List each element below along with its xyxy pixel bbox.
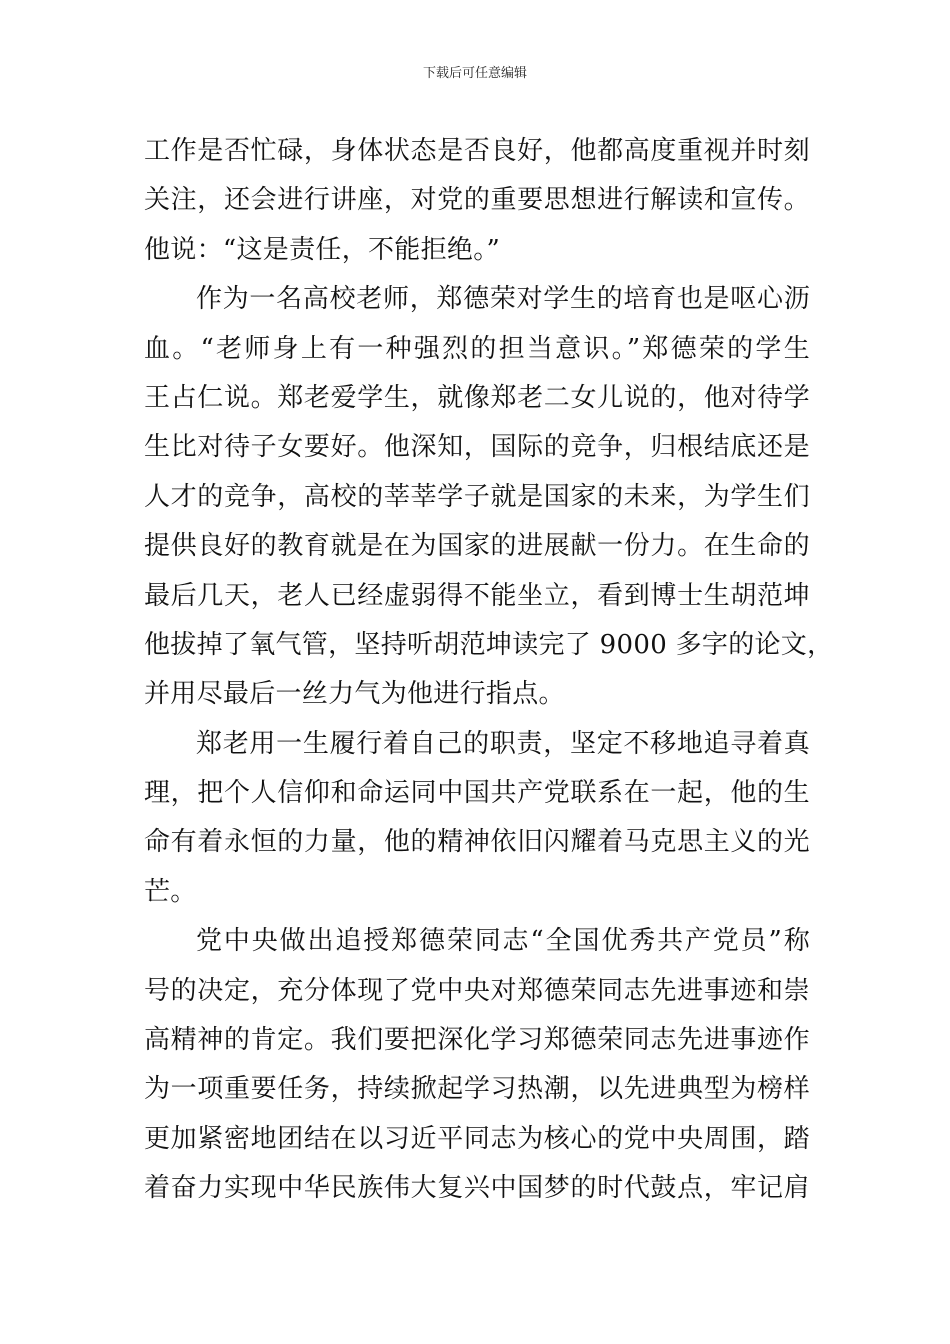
text-line: 人才的竞争，高校的莘莘学子就是国家的未来，为学生们 <box>144 481 810 512</box>
text-line: 最后几天，老人已经虚弱得不能坐立，看到博士生胡范坤 <box>144 580 810 611</box>
text-line: 生比对待子女要好。他深知，国际的竞争，归根结底还是 <box>144 432 810 463</box>
text-line: 更加紧密地团结在以习近平同志为核心的党中央周围，踏 <box>144 1123 810 1154</box>
text-line: 提供良好的教育就是在为国家的进展献一份力。在生命的 <box>144 531 810 562</box>
text-line: 作为一名高校老师，郑德荣对学生的培育也是呕心沥 <box>196 284 810 315</box>
text-line: 关注，还会进行讲座，对党的重要思想进行解读和宣传。 <box>144 185 810 216</box>
text-line: 命有着永恒的力量，他的精神依旧闪耀着马克思主义的光 <box>144 827 810 858</box>
text-line: 血。“老师身上有一种强烈的担当意识。”郑德荣的学生 <box>144 333 810 364</box>
text-line: 为一项重要任务，持续掀起学习热潮，以先进典型为榜样 <box>144 1074 810 1105</box>
text-line: 号的决定，充分体现了党中央对郑德荣同志先进事迹和崇 <box>144 975 810 1006</box>
text-line: 他拔掉了氧气管，坚持听胡范坤读完了 9000 多字的论文， <box>144 629 834 660</box>
text-line: 郑老用一生履行着自己的职责，坚定不移地追寻着真 <box>196 728 810 759</box>
text-line: 工作是否忙碌，身体状态是否良好，他都高度重视并时刻 <box>144 136 810 166</box>
document-body <box>144 127 834 1214</box>
text-line: 理，把个人信仰和命运同中国共产党联系在一起，他的生 <box>144 778 810 809</box>
page-header: 下载后可任意编辑 <box>422 66 527 81</box>
text-line: 他说：“这是责任，不能拒绝。” <box>144 234 501 265</box>
text-line: 着奋力实现中华民族伟大复兴中国梦的时代鼓点，牢记肩 <box>144 1173 810 1204</box>
text-line: 芒。 <box>144 876 197 907</box>
text-line: 高精神的肯定。我们要把深化学习郑德荣同志先进事迹作 <box>144 1025 810 1056</box>
text-line: 并用尽最后一丝力气为他进行指点。 <box>144 679 565 710</box>
text-line: 党中央做出追授郑德荣同志“全国优秀共产党员”称 <box>196 926 810 957</box>
text-line: 王占仁说。郑老爱学生，就像郑老二女儿说的，他对待学 <box>144 382 810 413</box>
